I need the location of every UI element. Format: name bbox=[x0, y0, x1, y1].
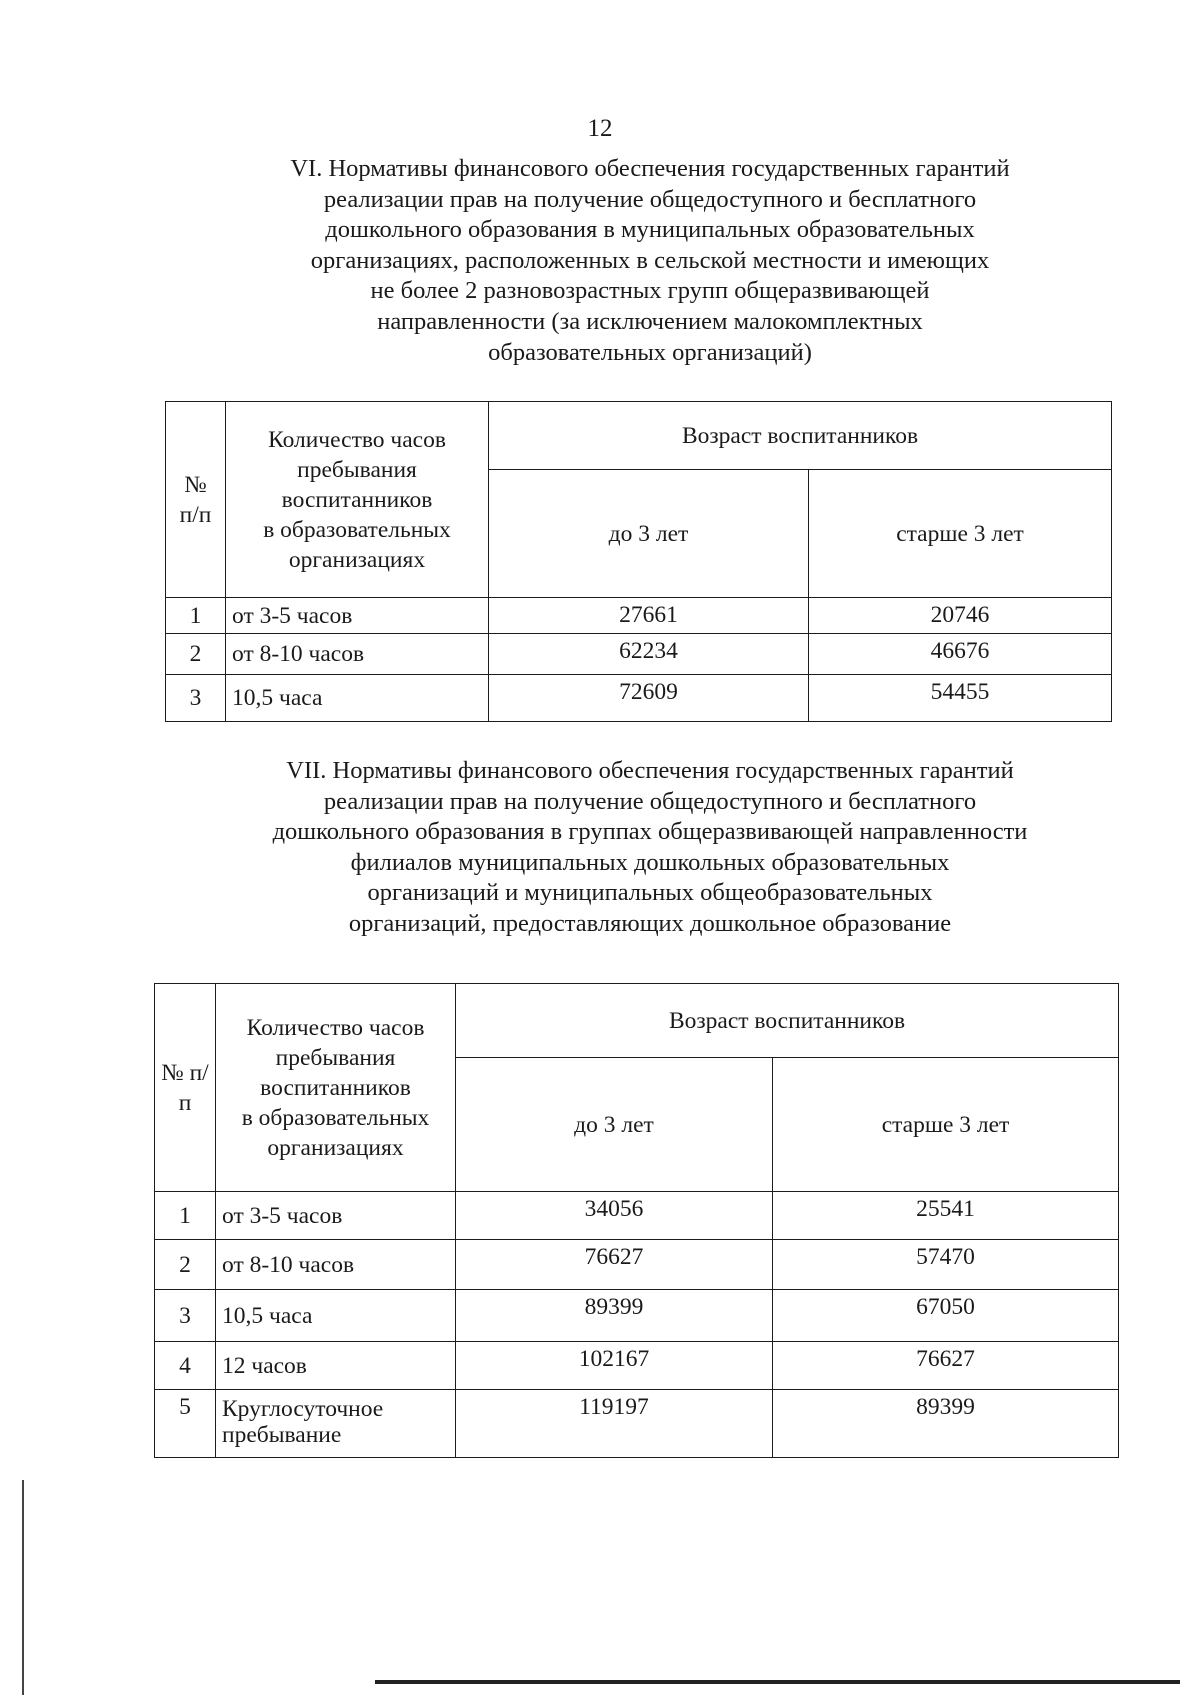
row-num: 1 bbox=[166, 598, 226, 634]
table-row bbox=[155, 1342, 1119, 1390]
header-under3: до 3 лет bbox=[456, 1058, 773, 1192]
title-line: не более 2 разновозрастных групп общеразвивающей bbox=[370, 277, 930, 305]
row-over3: 57470 bbox=[773, 1240, 1119, 1290]
header-over3: старше 3 лет bbox=[773, 1058, 1119, 1192]
title-line: реализации прав на получение общедоступного и бесплатного bbox=[323, 787, 977, 815]
header-hours: Количество часов пребывания воспитанников в образовательных организациях bbox=[216, 984, 456, 1192]
row-over3: 76627 bbox=[773, 1342, 1119, 1390]
row-num: 4 bbox=[155, 1342, 216, 1390]
title-line: филиалов муниципальных дошкольных образовательных bbox=[350, 848, 950, 876]
header-over3: старше 3 лет bbox=[809, 470, 1112, 598]
section-vii-title bbox=[200, 756, 1100, 940]
row-under3: 76627 bbox=[456, 1240, 773, 1290]
row-hours: Круглосуточное пребывание bbox=[216, 1390, 456, 1458]
header-age: Возраст воспитанников bbox=[456, 984, 1119, 1058]
row-num: 3 bbox=[166, 675, 226, 722]
row-hours: от 8-10 часов bbox=[226, 634, 489, 675]
row-under3: 119197 bbox=[456, 1390, 773, 1458]
header-age: Возраст воспитанников bbox=[489, 402, 1112, 470]
title-line: VII. Нормативы финансового обеспечения государственных гарантий bbox=[286, 757, 1014, 784]
title-line: организаций, предоставляющих дошкольное образование bbox=[348, 909, 952, 937]
row-num: 2 bbox=[166, 634, 226, 675]
row-over3: 67050 bbox=[773, 1290, 1119, 1342]
row-num: 3 bbox=[155, 1290, 216, 1342]
row-over3: 54455 bbox=[809, 675, 1112, 722]
row-hours: от 3-5 часов bbox=[226, 598, 489, 634]
row-hours: от 8-10 часов bbox=[216, 1240, 456, 1290]
bottom-line bbox=[375, 1680, 1180, 1684]
table-row bbox=[155, 1240, 1119, 1290]
margin-line bbox=[22, 1480, 24, 1695]
row-over3: 25541 bbox=[773, 1192, 1119, 1240]
table-row bbox=[155, 1290, 1119, 1342]
header-num: № п/п bbox=[166, 402, 226, 598]
table-row bbox=[166, 634, 1112, 675]
row-hours: 10,5 часа bbox=[216, 1290, 456, 1342]
section-vi-title bbox=[200, 154, 1100, 368]
row-num: 1 bbox=[155, 1192, 216, 1240]
table-row bbox=[155, 1390, 1119, 1458]
row-under3: 27661 bbox=[489, 598, 809, 634]
row-over3: 46676 bbox=[809, 634, 1112, 675]
table-row bbox=[166, 598, 1112, 634]
title-line: организациях, расположенных в сельской местности и имеющих bbox=[310, 246, 990, 274]
row-hours: от 3-5 часов bbox=[216, 1192, 456, 1240]
row-under3: 89399 bbox=[456, 1290, 773, 1342]
row-over3: 89399 bbox=[773, 1390, 1119, 1458]
title-line: направленности (за исключением малокомплектных bbox=[377, 307, 923, 335]
title-line: дошкольного образования в группах общеразвивающей направленности bbox=[272, 818, 1028, 846]
row-num: 2 bbox=[155, 1240, 216, 1290]
title-line: дошкольного образования в муниципальных образовательных bbox=[325, 216, 975, 244]
table-row bbox=[166, 675, 1112, 722]
row-under3: 62234 bbox=[489, 634, 809, 675]
title-line: VI. Нормативы финансового обеспечения государственных гарантий bbox=[290, 155, 1010, 182]
header-num: № п/п bbox=[155, 984, 216, 1192]
header-hours: Количество часов пребывания воспитанников в образовательных организациях bbox=[226, 402, 489, 598]
page-number: 12 bbox=[587, 115, 613, 142]
row-hours: 10,5 часа bbox=[226, 675, 489, 722]
row-num: 5 bbox=[155, 1390, 216, 1458]
table-row bbox=[155, 1192, 1119, 1240]
row-under3: 102167 bbox=[456, 1342, 773, 1390]
row-under3: 72609 bbox=[489, 675, 809, 722]
row-hours: 12 часов bbox=[216, 1342, 456, 1390]
title-line: образовательных организаций) bbox=[488, 338, 812, 366]
title-line: реализации прав на получение общедоступного и бесплатного bbox=[323, 185, 977, 213]
row-over3: 20746 bbox=[809, 598, 1112, 634]
section-vii-table bbox=[154, 983, 1119, 1458]
section-vi-table bbox=[165, 401, 1112, 722]
title-line: организаций и муниципальных общеобразовательных bbox=[367, 879, 933, 907]
row-under3: 34056 bbox=[456, 1192, 773, 1240]
header-under3: до 3 лет bbox=[489, 470, 809, 598]
